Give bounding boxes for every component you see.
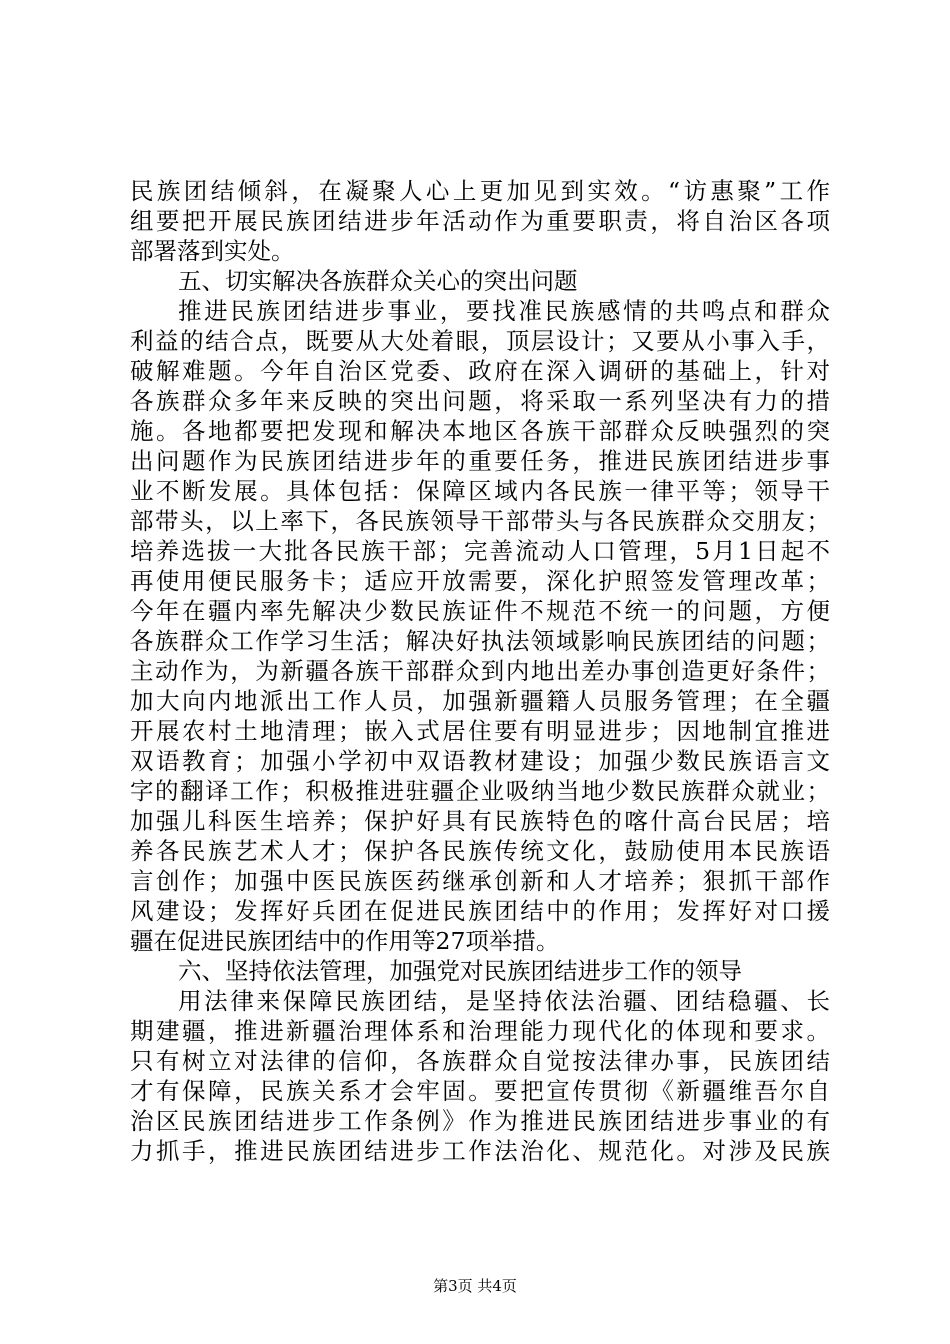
text-line: 各族群众工作学习生活；解决好执法领域影响民族团结的问题； <box>130 627 830 655</box>
text-line: 施。各地都要把发现和解决本地区各族干部群众反映强烈的突 <box>130 417 830 445</box>
text-line: 部带头，以上率下，各民族领导干部带头与各民族群众交朋友； <box>130 507 830 535</box>
text-line: 期建疆，推进新疆治理体系和治理能力现代化的体现和要求。 <box>130 1017 830 1045</box>
text-line: 加强儿科医生培养；保护好具有民族特色的喀什高台民居；培 <box>130 807 830 835</box>
text-line: 开展农村土地清理；嵌入式居住要有明显进步；因地制宜推进 <box>130 717 830 745</box>
text-line: 风建设；发挥好兵团在促进民族团结中的作用；发挥好对口援 <box>130 897 830 925</box>
text-line: 业不断发展。具体包括：保障区域内各民族一律平等；领导干 <box>130 477 830 505</box>
text-line: 才有保障，民族关系才会牢固。要把宣传贯彻《新疆维吾尔自 <box>130 1077 830 1105</box>
text-line: 力抓手，推进民族团结进步工作法治化、规范化。对涉及民族 <box>130 1137 830 1165</box>
text-line: 再使用便民服务卡；适应开放需要，深化护照签发管理改革； <box>130 567 830 595</box>
text-line: 部署落到实处。 <box>130 237 295 265</box>
text-line: 今年在疆内率先解决少数民族证件不规范不统一的问题，方便 <box>130 597 830 625</box>
text-line: 主动作为，为新疆各族干部群众到内地出差办事创造更好条件； <box>130 657 830 685</box>
text-line: 破解难题。今年自治区党委、政府在深入调研的基础上，针对 <box>130 357 830 385</box>
text-line: 出问题作为民族团结进步年的重要任务，推进民族团结进步事 <box>130 447 830 475</box>
text-line: 治区民族团结进步工作条例》作为推进民族团结进步事业的有 <box>130 1107 830 1135</box>
text-line: 字的翻译工作；积极推进驻疆企业吸纳当地少数民族群众就业； <box>130 777 830 805</box>
section-heading: 五、切实解决各族群众关心的突出问题 <box>178 267 578 295</box>
text-line: 疆在促进民族团结中的作用等27项举措。 <box>130 927 560 955</box>
text-line: 加大向内地派出工作人员，加强新疆籍人员服务管理；在全疆 <box>130 687 830 715</box>
text-line: 民族团结倾斜，在凝聚人心上更加见到实效。“访惠聚”工作 <box>130 177 830 205</box>
text-line: 利益的结合点，既要从大处着眼，顶层设计；又要从小事入手， <box>130 327 830 355</box>
paragraph-first-line: 用法律来保障民族团结，是坚持依法治疆、团结稳疆、长 <box>178 987 830 1015</box>
page-number-footer: 第3页 共4页 <box>433 1277 517 1295</box>
text-line: 言创作；加强中医民族医药继承创新和人才培养；狠抓干部作 <box>130 867 830 895</box>
text-line: 各族群众多年来反映的突出问题，将采取一系列坚决有力的措 <box>130 387 830 415</box>
text-line: 组要把开展民族团结进步年活动作为重要职责，将自治区各项 <box>130 207 830 235</box>
text-line: 双语教育；加强小学初中双语教材建设；加强少数民族语言文 <box>130 747 830 775</box>
text-line: 养各民族艺术人才；保护各民族传统文化，鼓励使用本民族语 <box>130 837 830 865</box>
section-heading: 六、坚持依法管理，加强党对民族团结进步工作的领导 <box>178 957 742 985</box>
text-line: 只有树立对法律的信仰，各族群众自觉按法律办事，民族团结 <box>130 1047 830 1075</box>
text-line: 培养选拔一大批各民族干部；完善流动人口管理，5月1日起不 <box>130 537 830 565</box>
paragraph-first-line: 推进民族团结进步事业，要找准民族感情的共鸣点和群众 <box>178 297 830 325</box>
